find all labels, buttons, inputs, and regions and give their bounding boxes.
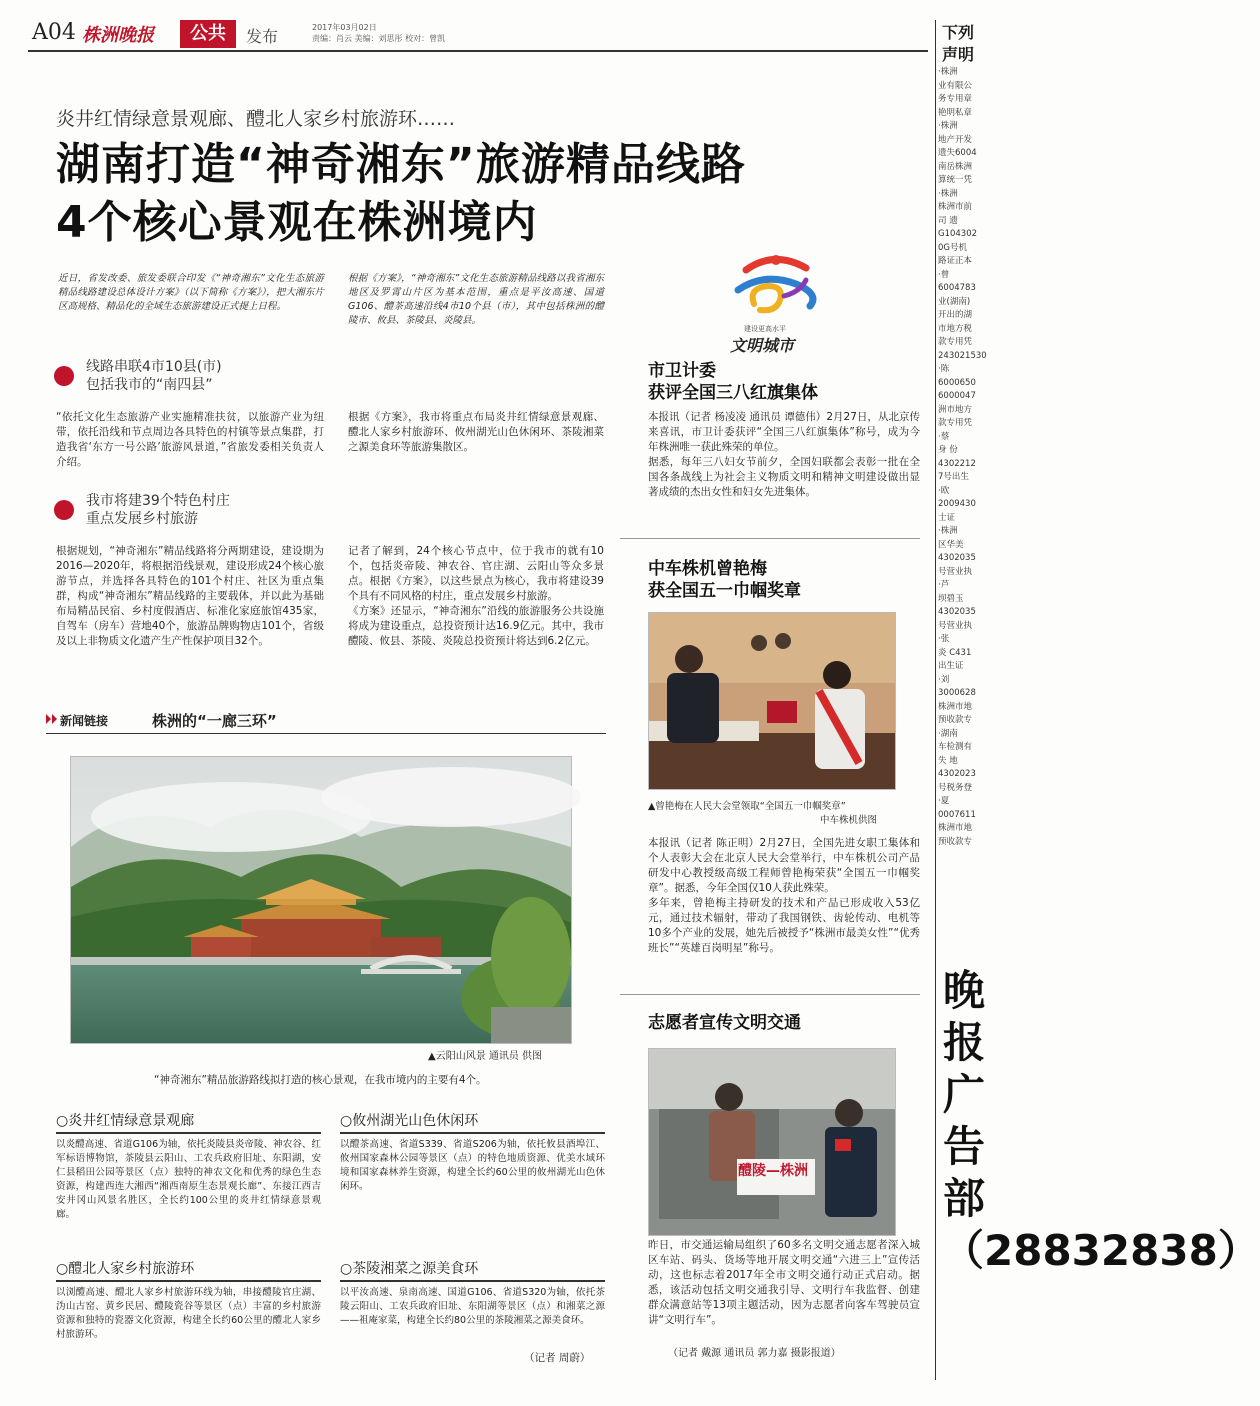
section-label: 发布 [246, 27, 279, 46]
sidebar-notice-line: 243021530 [938, 350, 987, 361]
sidebar-notice-line: ·株洲 [938, 188, 958, 199]
story-2-photo-caption: ▲曾艳梅在人民大会堂领取“全国五一巾帼奖章” [648, 801, 846, 812]
sidebar-notice-line: 预收款专 [938, 715, 973, 725]
sidebar-notice-line: 务专用章 [938, 94, 973, 104]
sidebar-notice-line: 0G号机 [938, 242, 967, 253]
photo-caption: ▲云阳山风景 通讯员 供图 [428, 1051, 543, 1062]
editors-line: 责编：肖云 美编：刘思彤 校对：曾凯 [312, 34, 446, 43]
sidebar-notice-line: 失 地 [938, 755, 958, 766]
sidebar-notice-line: 3000628 [938, 688, 976, 698]
sidebar-notice-line: 业有限公 [938, 80, 973, 91]
header-rule [28, 50, 928, 52]
sidebar-notice-line: 0007611 [938, 809, 976, 820]
sidebar-notice-line: 坝碧玉 [938, 593, 964, 604]
logo-caption: 建设更高水平 [744, 325, 786, 333]
story-divider [620, 538, 920, 539]
sidebar-notice-line: 款专用凭 [938, 337, 973, 347]
volunteer-bus-photo [648, 1048, 896, 1236]
sidebar-notice-line: 业(湖南) [938, 296, 971, 307]
sidebar-notice-line: 炎 C431 [938, 647, 972, 658]
route-heading: ○炎井红情绿意景观廊 [56, 1110, 321, 1134]
sidebar-notice-line: 车检测有 [938, 742, 973, 752]
sidebar-notice-line: 出生证 [938, 661, 964, 671]
sidebar-notice-line: 株洲市地 [938, 701, 973, 712]
sidebar-notice-line: 区华美 [938, 539, 964, 550]
para-2-right: 记者了解到，24个核心节点中，位于我市的就有10个，包括炎帝陵、神农谷、官庄湖、云阳山等众多景点。根据《方案》，以这些景点为核心，我市将建设39个具有不同风格的村庄，重点发展乡村旅游。 《方案》还显示，“神奇湘东”沿线的旅游服务公共设施将成为建设重点，总投资预计达16.9亿元。其中，我市醴陵、攸县、茶陵、炎陵总投资预计将达到6.2亿元。 [348, 545, 604, 647]
news-link-rule [46, 733, 606, 734]
sidebar-notice-line: 艳明私章 [938, 107, 973, 118]
sidebar-notice-line: ·夏 [938, 796, 950, 806]
sidebar-notice-line: 开出的湖 [938, 310, 973, 320]
sidebar-notice-line: G104302 [938, 229, 978, 239]
page-number: A04 [32, 20, 76, 45]
sidebar-notice-line: 6000650 [938, 377, 976, 388]
sidebar-notice-line: 4302035 [938, 607, 976, 617]
story-2-text: 本报讯（记者 陈正明）2月27日，全国先进女职工集体和个人表彰大会在北京人民大会堂举行，中车株机公司产品研发中心教授级高级工程师曾艳梅荣获“全国五一巾帼奖章”。据悉，今年全国仅10人获此殊荣。 多年来，曾艳梅主持研发的技术和产品已形成收入53亿元，通过技术辐射，带动了我国钢铁、齿轮传动、电机等10多个产业的发展，她先后被授予“株洲市最美女性”“优秀班长”“英雄百岗明星”称号。 [648, 837, 920, 954]
sidebar-notice-line: 6000047 [938, 391, 976, 401]
sidebar-notice-line: ·曾 [938, 269, 950, 280]
sidebar-notice-line: 路证正本 [938, 256, 973, 266]
byline: （记者 周蔚） [524, 1352, 591, 1364]
story-1-text: 本报讯（记者 杨凌凌 通讯员 谭德伟）2月27日，从北京传来喜讯，市卫计委获评“全国三八红旗集体”称号，成为今年株洲唯一获此殊荣的单位。 据悉，每年三八妇女节前夕，全国妇联都会表彰一批在全国各条战线上为社会主义物质文明和精神文明建设做出显著成绩的杰出女性和妇女先进集体。 [648, 411, 920, 498]
yunyang-mountain-photo [70, 756, 572, 1044]
route-text: 以平汝高速、泉南高速、国道G106、省道S320为轴，依托茶陵云阳山、工农兵政府旧址、东阳湖等景区（点）和湘菜之源——祖庵家菜，构建全长约80公里的茶陵湘菜之源美食环。 [340, 1287, 605, 1326]
route-heading: ○攸州湖光山色休闲环 [340, 1110, 605, 1134]
sidebar-notice-line: ·欧 [938, 485, 950, 496]
route-text: 以醴茶高速、省道S339、省道S206为轴，依托攸县酒埠江、攸州国家森林公园等景区（点）的特色地质资源、优美水域环境和国家森林养生资源，构建全长约60公里的攸州湖光山色休闲环。 [340, 1139, 605, 1192]
routes-intro: “神奇湘东”精品旅游路线拟打造的核心景观，在我市境内的主要有4个。 [154, 1074, 487, 1086]
subhead-2: 我市将建39个特色村庄 重点发展乡村旅游 [86, 493, 230, 527]
news-link-title: 株洲的“一廊三环” [152, 712, 277, 730]
sidebar-notice-line: ·株洲 [938, 67, 958, 77]
para-2-left: 根据规划，“神奇湘东”精品线路将分两期建设，建设期为2016—2020年，将根据沿线景观，建设形成24个核心旅游节点，并选择各具特色的101个村庄、社区为重点集群，构成“神奇湘东”精品线路的主要载体，并以此为基础布局精品民宿、乡村度假酒店、标准化家庭旅馆435家，自驾车（房车）营地40个，旅游品牌购物店101个，省级及以上非物质文化遗产生产性保护项目32个。 [56, 545, 324, 647]
section-badge: 公共 [180, 20, 236, 48]
sidebar-notice-line: 株洲市地 [938, 823, 973, 833]
sidebar-notice-line: 6004783 [938, 283, 976, 293]
double-arrow-icon [46, 713, 58, 725]
sidebar-notice-line: ·湖南 [938, 728, 958, 739]
award-ceremony-photo [648, 612, 896, 790]
sidebar-notice-list [936, 66, 986, 849]
sidebar-notice-line: 株洲市前 [938, 202, 973, 212]
issue-date: 2017年03月02日 [312, 23, 377, 32]
sidebar-notice-line: ·陈 [938, 364, 950, 374]
subhead-bullet-icon [54, 500, 74, 520]
sidebar-notice-line: 身 份 [938, 445, 958, 455]
sidebar-notice-line: ·芦 [938, 580, 950, 590]
sidebar-notice-line: 地产开发 [938, 134, 973, 145]
sidebar-notice-line: 南岳株洲 [938, 161, 973, 172]
sidebar-notice-line: ·刘 [938, 674, 950, 685]
headline-line-1: 湖南打造“神奇湘东”旅游精品线路 [56, 139, 746, 190]
story-2-photo-credit: 中车株机供图 [820, 815, 878, 826]
sidebar-notice-line: 号营业执 [938, 620, 973, 631]
civilized-city-logo-icon [724, 250, 828, 322]
news-link-label: 新闻链接 [60, 714, 109, 728]
route-heading: ○醴北人家乡村旅游环 [56, 1258, 321, 1282]
sidebar-notice-line: 4302035 [938, 553, 976, 563]
story-3-text: 昨日，市交通运输局组织了60多名文明交通志愿者深入城区车站、码头、货场等地开展文明交通“六进三上”宣传活动，这也标志着2017年全市文明交通行动正式启动。据悉，该活动包括文明交通我引导、文明行车我监督、创建群众满意站等13项主题活动，因为志愿者向客车驾驶员宣讲“文明行车”。 [648, 1239, 920, 1326]
sidebar-notice-line: 4302023 [938, 769, 976, 779]
sidebar-title [936, 20, 986, 66]
kicker: 炎井红情绿意景观廊、醴北人家乡村旅游环…… [56, 108, 456, 130]
bus-sign: 醴陵—株洲 [738, 1163, 808, 1179]
sidebar-notice-line: 号营业执 [938, 566, 973, 577]
paper-name-logo: 株洲晚报 [82, 25, 154, 46]
sidebar-notice-line: 士证 [938, 512, 956, 523]
sidebar-notice-line: 款专用凭 [938, 418, 973, 428]
sidebar-notice-line: 7号出生 [938, 472, 969, 482]
sidebar-notice-line: 预收款专 [938, 836, 973, 847]
sidebar-notice-line: 司 遗 [938, 215, 958, 226]
route-text: 以浏醴高速、醴北人家乡村旅游环线为轴，串接醴陵官庄湖、沩山古窑、黄乡民居、醴陵瓷谷等景区（点）丰富的乡村旅游资源和独特的瓷器文化资源，构建全长约60公里的醴北人家乡村旅游环。 [56, 1287, 321, 1340]
sidebar-notice-line: 遗失6004 [938, 148, 977, 158]
lead-right: 根据《方案》，“神奇湘东”文化生态旅游精品线路以我省湘东地区及罗霄山片区为基本范围，重点是平汝高速、国道G106、醴茶高速沿线4市10个县（市），其中包括株洲的醴陵市、攸县、茶陵县、炎陵县。 [348, 273, 604, 326]
subhead-1: 线路串联4市10县(市) 包括我市的“南四县” [86, 359, 222, 393]
sidebar-notice-line: ·株洲 [938, 526, 958, 536]
story-1-headline: 市卫计委 获评全国三八红旗集体 [648, 361, 818, 403]
sidebar-notice-line: 算统一凭 [938, 175, 973, 185]
sidebar-notice-line: 号税务登 [938, 782, 973, 793]
sidebar-notice-line: ·蔡 [938, 431, 950, 442]
story-divider [620, 994, 920, 995]
subhead-bullet-icon [54, 366, 74, 386]
sidebar-title-line: 声明 [942, 45, 975, 64]
para-1-right: 根据《方案》，我市将重点布局炎井红情绿意景观廊、醴北人家乡村旅游环、攸州湖光山色休闲环、茶陵湘菜之源美食环等旅游集散区。 [348, 411, 604, 453]
route-text: 以炎醴高速、省道G106为轴，依托炎陵县炎帝陵、神农谷、红军标语博物馆，茶陵县云阳山、工农兵政府旧址、东阳湖，安仁县稻田公园等景区（点）独特的神农文化和优秀的绿色生态资源，构建西连大湘西“湘西南原生态景观长廊”、东接江西吉安井冈山风景名胜区，全长约100公里的炎井红情绿意景观廊。 [56, 1139, 321, 1220]
story-3-headline: 志愿者宣传文明交通 [648, 1013, 801, 1033]
headline-line-2: 4个核心景观在株洲境内 [56, 197, 538, 248]
story-3-byline: （记者 戴源 通讯员 郭力嘉 摄影报道） [668, 1348, 841, 1359]
sidebar-notice-line: ·张 [938, 634, 950, 644]
sidebar-notice-line: 洲市地方 [938, 404, 973, 415]
sidebar-notice-line: ·株洲 [938, 121, 958, 131]
route-heading: ○茶陵湘菜之源美食环 [340, 1258, 605, 1282]
para-1-left: “依托文化生态旅游产业实施精准扶贫，以旅游产业为纽带，依托沿线和节点周边各具特色的村镇等景点集群，打造我省‘东方一号公路’旅游风景道，”省旅发委相关负责人介绍。 [56, 411, 324, 468]
story-2-headline: 中车株机曾艳梅 获全国五一巾帼奖章 [648, 559, 801, 601]
sidebar-notice-line: 市地方税 [938, 323, 973, 334]
sidebar-notice-line: 4302212 [938, 458, 976, 469]
ad-dept-banner: 晚报广告部（28832838） [942, 966, 1260, 1275]
sidebar-notice-line: 2009430 [938, 499, 976, 509]
sidebar-title-line: 下列 [942, 23, 975, 42]
lead-left: 近日，省发改委、旅发委联合印发《“神奇湘东”文化生态旅游精品线路建设总体设计方案》（以下简称《方案》），把大湘东片区高规格、精品化的全域生态旅游建设正式提上日程。 [58, 273, 324, 312]
logo-text: 文明城市 [730, 336, 795, 355]
